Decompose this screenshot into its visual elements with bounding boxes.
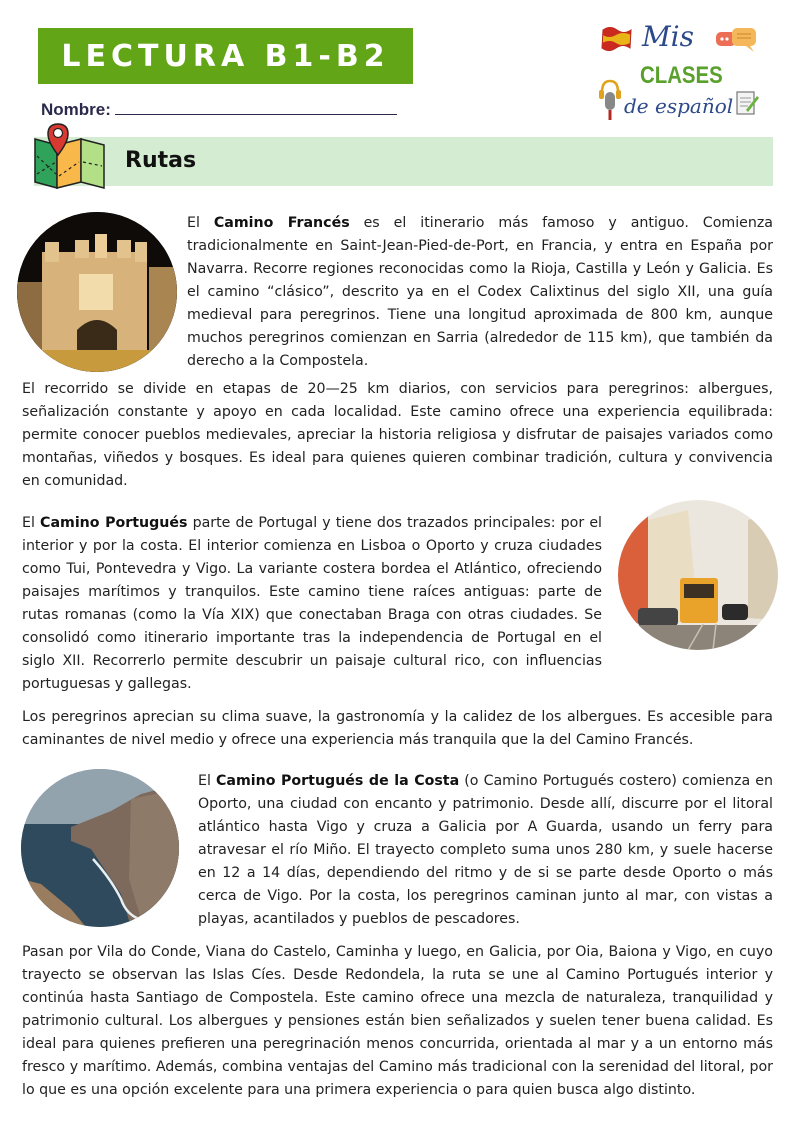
- logo-clases: CLASES: [640, 62, 723, 89]
- paragraph-camino-portugues: [22, 512, 602, 696]
- route-name-camino-portugues: Camino Portugués: [40, 515, 188, 531]
- paragraph-text: parte de Portugal y tiene dos trazados principales: por el interior y por la costa. El interior comienza en Lisboa o Oporto y cruza ciudades como Tui, Pontevedra y Vigo. La variante costera bordea el Atlántico, ofreciendo paisajes marítimos y tranquilos. Este camino tiene raíces antiguas: parte de rutas romanas (como la Vía XIX) que conectaban Braga con otras ciudades. Se consolidó como itinerario importante tras la independencia de Portugal en el siglo XII. Recorrerlo permite descubrir un paisaje cultural rico, con influencias portuguesas y gallegas.: [22, 515, 602, 692]
- paragraph-pasan-por: Pasan por Vila do Conde, Viana do Castelo, Caminha y luego, en Galicia, por Oia, Baiona y Vigo, en cuyo trayecto se observan las Islas Cíes. Desde Redondela, la ruta se une al Camino Portugués interior y continúa hasta Santiago de Compostela. Este camino ofrece una mezcla de naturaleza, tranquilidad y patrimonio cultural. Los albergues y pensiones están bien señalizados y suelen tener buena calidad. Es ideal para quienes prefieren una peregrinación menos concurrida, orientada al mar y a un entorno más fresco y marítimo. Además, combina ventajas del Camino más tradicional con la serenidad del litoral, por lo que es una opción excelente para una primera experiencia o para quien busca algo distinto.: [22, 944, 773, 1098]
- section-header: [34, 137, 773, 186]
- title-banner: [38, 28, 413, 84]
- paragraph-text: El: [198, 773, 217, 789]
- name-field[interactable]: [41, 100, 397, 120]
- speech-bubbles-icon: [714, 26, 760, 56]
- brand-logo: [596, 18, 766, 130]
- photo-camino-frances: [17, 212, 177, 372]
- paragraph-text: es el itinerario más famoso y antiguo. Comienza tradicionalmente en Saint-Jean-Pied-de-Port, en Francia, y entra en España por Navarra. Recorre regiones reconocidas como la Rioja, Castilla y León y Galicia. Es el camino “clásico”, descrito ya en el Codex Calixtinus del siglo XII, una guía medieval para peregrinos. Tiene una longitud aproximada de 800 km, aunque muchos peregrinos comienzan en Sarria (alrededor de 115 km), que también da derecho a la Compostela.: [187, 215, 773, 369]
- route-name-camino-costa: Camino Portugués de la Costa: [216, 773, 460, 789]
- name-label: Nombre:: [41, 100, 111, 119]
- section-title: Rutas: [125, 148, 197, 173]
- paragraph-text: El: [187, 215, 214, 231]
- name-blank-line[interactable]: [115, 100, 397, 115]
- page-title: LECTURA B1-B2: [61, 38, 390, 74]
- paragraph-text: (o Camino Portugués costero) comienza en Oporto, una ciudad con encanto y patrimonio. Desde allí, discurre por el litoral atlántico hasta Vigo y cruza a Galicia por A Guarda, usando un ferry para atravesar el río Miño. El trayecto completo suma unos 280 km, y suele hacerse en 12 a 14 días, dependiendo del ritmo y de si se parte desde Oporto o más cerca de Vigo. Por la costa, los peregrinos caminan junto al mar, con vistas a playas, acantilados y pueblos de pescadores.: [198, 773, 773, 927]
- notepad-icon: [734, 88, 760, 118]
- microphone-icon: [598, 78, 622, 126]
- paragraph-camino-costa: [198, 770, 773, 931]
- photo-camino-costa: [21, 769, 179, 927]
- paragraph-peregrinos-aprecian: Los peregrinos aprecian su clima suave, la gastronomía y la calidez de los albergues. Es accesible para caminantes de nivel medio y ofrece una experiencia más tranquila que la del Camino Francés.: [22, 709, 773, 748]
- logo-de-espanol: de español: [624, 94, 734, 118]
- photo-camino-portugues: [618, 500, 778, 650]
- route-name-camino-frances: Camino Francés: [213, 215, 350, 231]
- paragraph-etapas: El recorrido se divide en etapas de 20—25 km diarios, con servicios para peregrinos: albergues, señalización constante y apoyo en cada localidad. Este camino ofrece una experiencia equilibrada: permite conocer pueblos medievales, apreciar la historia religiosa y disfrutar de paisajes variados como montañas, viñedos y bosques. Es ideal para quienes quieren combinar tradición, cultura y convivencia en comunidad.: [22, 381, 773, 489]
- spain-flag-icon: [600, 24, 634, 54]
- paragraph-text: El: [22, 515, 41, 531]
- logo-mis: Mis: [642, 20, 694, 53]
- map-pin-icon: [34, 122, 106, 192]
- paragraph-camino-frances: [187, 212, 773, 373]
